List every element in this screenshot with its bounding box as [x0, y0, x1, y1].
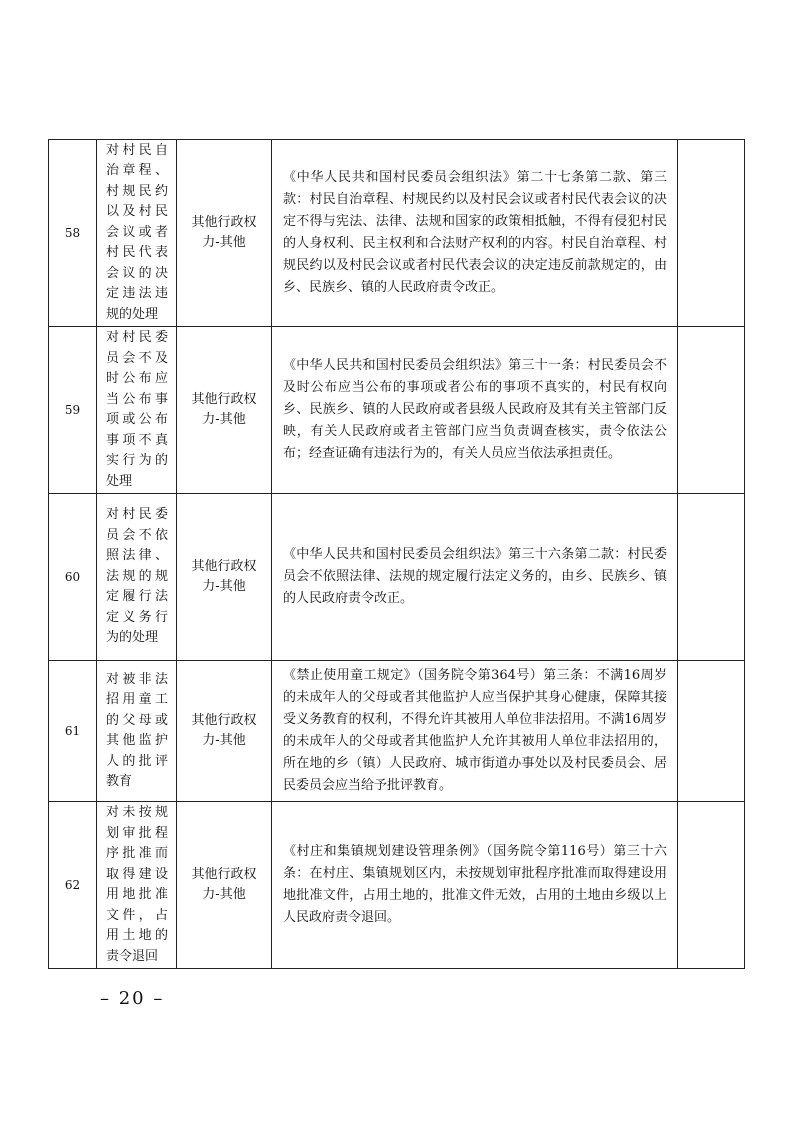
row-number: 59 — [49, 327, 97, 494]
legal-basis: 《村庄和集镇规划建设管理条例》（国务院令第116号）第三十六条：在村庄、集镇规划区内，未按规划审批程序批准而取得建设用地批准文件，占用土地的，批准文件无效，占用的土地由乡级以上人民政府责令退回。 — [272, 802, 678, 969]
legal-basis: 《禁止使用童工规定》（国务院令第364号）第三条：不满16周岁的未成年人的父母或者其他监护人应当保护其身心健康，保障其接受义务教育的权利，不得允许其被用人单位非法招用。不满16周岁的未成年人的父母或者其他监护人允许其被用人单位非法招用的，所在地的乡（镇）人民政府、城市街道办事处以及村民委员会、居民委员会应当给予批评教育。 — [272, 661, 678, 802]
table-row — [49, 494, 745, 661]
item-name: 对村民委员会不及时公布应当公布事项或公布事项不真实行为的处理 — [97, 327, 177, 494]
power-type: 其他行政权力-其他 — [177, 661, 272, 802]
item-name: 对村民委员会不依照法律、法规的规定履行法定义务行为的处理 — [97, 494, 177, 661]
table-row — [49, 802, 745, 969]
remarks-cell — [678, 140, 745, 327]
remarks-cell — [678, 802, 745, 969]
item-name: 对村民自治章程、村规民约以及村民会议或者村民代表会议的决定违法违规的处理 — [97, 140, 177, 327]
power-type: 其他行政权力-其他 — [177, 327, 272, 494]
legal-basis: 《中华人民共和国村民委员会组织法》第三十一条：村民委员会不及时公布应当公布的事项或者公布的事项不真实的，村民有权向乡、民族乡、镇的人民政府或者县级人民政府及其有关主管部门反映，有关人民政府或者主管部门应当负责调查核实，责令依法公布；经查证确有违法行为的，有关人员应当依法承担责任。 — [272, 327, 678, 494]
row-number: 61 — [49, 661, 97, 802]
row-number: 62 — [49, 802, 97, 969]
table-row — [49, 661, 745, 802]
table-row — [49, 327, 745, 494]
remarks-cell — [678, 494, 745, 661]
row-number: 58 — [49, 140, 97, 327]
remarks-cell — [678, 661, 745, 802]
row-number: 60 — [49, 494, 97, 661]
legal-basis: 《中华人民共和国村民委员会组织法》第三十六条第二款：村民委员会不依照法律、法规的规定履行法定义务的，由乡、民族乡、镇的人民政府责令改正。 — [272, 494, 678, 661]
legal-basis: 《中华人民共和国村民委员会组织法》第二十七条第二款、第三款：村民自治章程、村规民约以及村民会议或者村民代表会议的决定不得与宪法、法律、法规和国家的政策相抵触，不得有侵犯村民的人身权利、民主权利和合法财产权利的内容。村民自治章程、村规民约以及村民会议或者村民代表会议的决定违反前款规定的，由乡、民族乡、镇的人民政府责令改正。 — [272, 140, 678, 327]
table-row — [49, 140, 745, 327]
power-type: 其他行政权力-其他 — [177, 802, 272, 969]
power-type: 其他行政权力-其他 — [177, 494, 272, 661]
power-type: 其他行政权力-其他 — [177, 140, 272, 327]
item-name: 对被非法招用童工的父母或其他监护人的批评教育 — [97, 661, 177, 802]
item-name: 对未按规划审批程序批准而取得建设用地批准文件，占用土地的责令退回 — [97, 802, 177, 969]
remarks-cell — [678, 327, 745, 494]
page-number: – 20 – — [100, 988, 165, 1009]
administrative-powers-table — [48, 139, 745, 969]
